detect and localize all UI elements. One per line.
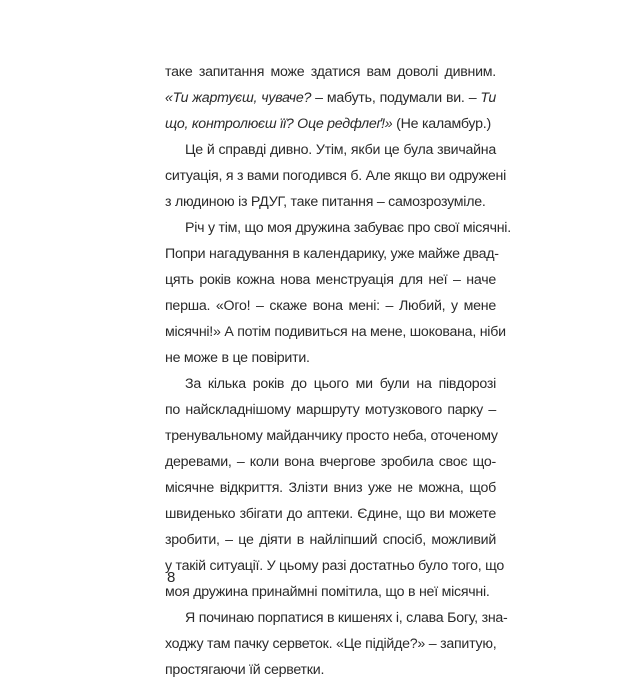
text-line: перша. «Ого! – скаже вона мені: – Любий, у мене (165, 298, 496, 314)
text-line: ходжу там пачку серветок. «Це підійде?» – запитую, (165, 636, 497, 652)
text-line: місячне відкриття. Злізти вниз уже не можна, щоб (165, 480, 496, 496)
italic-quote: що, контролюєш її? Оце редфлеґ!» (165, 116, 393, 132)
text-line: не може в це повірити. (165, 350, 310, 366)
italic-quote: Ти (480, 90, 496, 106)
text-line: Це й справді дивно. Утім, якби це була звичайна (185, 142, 496, 158)
text-line (165, 113, 496, 139)
text-line: зробити, – це діяти в найліпший спосіб, можливий (165, 532, 496, 548)
text-line: місячні!» А потім подивиться на мене, шокована, ніби (165, 324, 506, 340)
text-line: За кілька років до цього ми були на півдорозі (185, 376, 496, 392)
text-line: таке запитання може здатися вам доволі дивним. (165, 64, 496, 80)
text-line: з людиною із РДУГ, таке питання – самозрозуміле. (165, 194, 486, 210)
text-line (165, 87, 496, 113)
italic-quote: «Ти жартуєш, чуваче? (165, 90, 312, 106)
text-line: Попри нагадування в календарику, уже майже двад- (165, 246, 499, 262)
text-line: моя дружина принаймні помітила, що в неї місячні. (165, 584, 490, 600)
page-number: 8 (167, 569, 176, 586)
text-line: швиденько збігати до аптеки. Єдине, що ви можете (165, 506, 496, 522)
text-line: Я починаю порпатися в кишенях і, слава Богу, зна- (185, 610, 508, 626)
text-span: – мабуть, подумали ви. – (311, 90, 481, 106)
body-text (165, 61, 511, 685)
text-line: деревами, – коли вона вчергове зробила своє що- (165, 454, 496, 470)
text-line: простягаючи їй серветки. (165, 662, 325, 678)
text-line: тренувальному майданчику просто неба, оточеному (165, 428, 498, 444)
text-line: Річ у тім, що моя дружина забуває про свої місячні. (185, 220, 511, 236)
text-line: ситуація, я з вами погодився б. Але якщо ви одружені (165, 168, 507, 184)
text-line: у такій ситуації. У цьому разі достатньо було того, що (165, 558, 504, 574)
text-line: по найскладнішому маршруту мотузкового парку – (165, 402, 496, 418)
text-line: цять років кожна нова менструація для неї – наче (165, 272, 496, 288)
text-span: (Не каламбур.) (392, 116, 491, 132)
